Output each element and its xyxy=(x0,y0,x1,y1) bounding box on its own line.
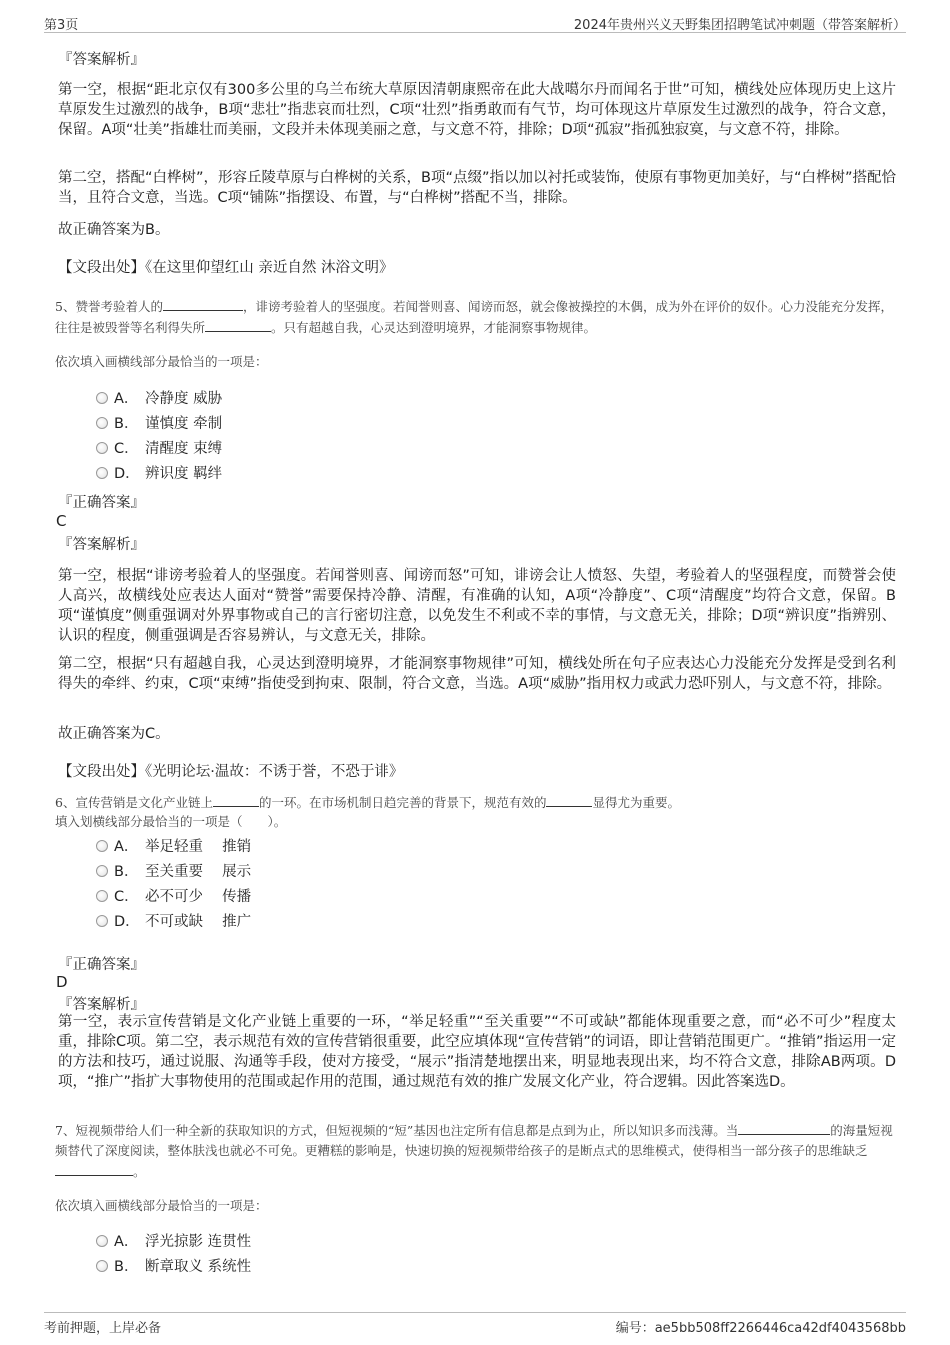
q4-conclusion: 故正确答案为B。 xyxy=(58,222,170,238)
q5-correct-label: 『正确答案』 xyxy=(58,495,145,511)
q6-analysis-p1: 第一空，表示宣传营销是文化产业链上重要的一环，“举足轻重”“至关重要”“不可或缺”都能体现重要之意，而“必不可少”程度太重，排除C项。第二空，表示规范有效的宣传营销很重要，此空应填体现“宣传营销”的词语，即让营销范围更广。“推销”指运用一定的方法和技巧，通过说服、沟通等手段，使对方接受，“展示”指清楚地摆出来，明显地表现出来，均不符合文意，排除AB两项。D项，“推广”指扩大事物使用的范围或起作用的范围，通过规范有效的推广发展文化产业，符合逻辑。因此答案选D。 xyxy=(58,1014,896,1090)
q5-conclusion: 故正确答案为C。 xyxy=(58,726,170,742)
radio-icon[interactable] xyxy=(96,467,108,479)
q4-analysis-p1: 第一空，根据“距北京仅有300多公里的乌兰布统大草原因清朝康熙帝在此大战噶尔丹而闻名于世”可知，横线处应体现历史上这片草原发生过激烈的战争，B项“悲壮”指悲哀而壮烈，C项“壮烈”指勇敢而有气节，均可体现这片草原发生过激烈的战争，符合文意，保留。A项“壮美”指雄壮而美丽，文段并未体现美丽之意，与文意不符，排除；D项“孤寂”指孤独寂寞，与文意不符，排除。 xyxy=(58,82,896,138)
q6-analysis-label: 『答案解析』 xyxy=(58,997,145,1013)
page-header xyxy=(44,10,906,33)
q6-stem: 6、宣传营销是文化产业链上 的一环。在市场机制日趋完善的背景下，规范有效的 显得尤为重要。 xyxy=(55,792,900,813)
q7-stem: 7、短视频带给人们一种全新的获取知识的方式，但短视频的“短”基因也注定所有信息都是点到为止，所以知识多而浅薄。当 的海量短视频替代了深度阅读，整体肤浅也就必不可免。更糟糕的影响是，快速切换的短视频带给孩子的是断点式的思维模式，使得相当一部分孩子的思维缺乏。 xyxy=(55,1120,900,1182)
q6-blank-2 xyxy=(546,792,592,807)
q6-correct-answer: D xyxy=(56,973,68,991)
document-title: 2024年贵州兴义天野集团招聘笔试冲刺题（带答案解析） xyxy=(573,18,906,33)
q5-stem: 5、赞誉考验着人的 ，诽谤考验着人的坚强度。若闻誉则喜、闻谤而怒，就会像被操控的木偶，成为外在评价的奴仆。心力没能充分发挥，往往是被毁誉等名利得失所 。只有超越自我，心灵达到澄明境界，才能洞察事物规律。 xyxy=(55,296,900,338)
footer-note: 考前押题，上岸必备 xyxy=(44,1321,162,1336)
radio-icon[interactable] xyxy=(96,865,108,877)
q7-prompt: 依次填入画横线部分最恰当的一项是： xyxy=(55,1198,268,1213)
q4-analysis-p2: 第二空，搭配“白桦树”，形容丘陵草原与白桦树的关系，B项“点缀”指以加以衬托或装饰，使原有事物更加美好，与“白桦树”搭配恰当，且符合文意，当选。C项“铺陈”指摆设、布置，与“白桦树”搭配不当，排除。 xyxy=(58,170,897,206)
q4-analysis-label: 『答案解析』 xyxy=(58,52,145,68)
q4-source: 【文段出处】《在这里仰望红山 亲近自然 沐浴文明》 xyxy=(58,260,394,276)
q7-blank-2 xyxy=(55,1161,133,1176)
q6-correct-label: 『正确答案』 xyxy=(58,957,145,973)
q6-prompt: 填入划横线部分最恰当的一项是（ ）。 xyxy=(55,814,287,829)
q5-analysis-label: 『答案解析』 xyxy=(58,537,145,553)
radio-icon[interactable] xyxy=(96,915,108,927)
page-footer xyxy=(44,1312,906,1339)
q5-analysis-p1: 第一空，根据“诽谤考验着人的坚强度。若闻誉则喜、闻谤而怒”可知，诽谤会让人愤怒、失望，考验着人的坚强程度，而赞誉会使人高兴，故横线处应表达人面对“赞誉”需要保持冷静、清醒，有准确的认知，A项“冷静度”、C项“清醒度”均符合文意，保留。B项“谨慎度”侧重强调对外界事物或自己的言行密切注意，以免发生不利或不幸的事情，与文意无关，排除；D项“辨识度”指辨别、认识的程度，侧重强调是否容易辨认，与文意无关，排除。 xyxy=(58,568,896,644)
radio-icon[interactable] xyxy=(96,442,108,454)
q5-prompt: 依次填入画横线部分最恰当的一项是： xyxy=(55,354,268,369)
radio-icon[interactable] xyxy=(96,890,108,902)
q5-correct-answer: C xyxy=(56,512,67,530)
radio-icon[interactable] xyxy=(96,392,108,404)
page-number: 第3页 xyxy=(44,18,79,33)
radio-icon[interactable] xyxy=(96,840,108,852)
q5-source: 【文段出处】《光明论坛·温故：不诱于誉，不恐于诽》 xyxy=(58,764,404,780)
radio-icon[interactable] xyxy=(96,1235,108,1247)
radio-icon[interactable] xyxy=(96,417,108,429)
q5-analysis-p2: 第二空，根据“只有超越自我，心灵达到澄明境界，才能洞察事物规律”可知，横线处所在句子应表达心力没能充分发挥是受到名利得失的牵绊、约束，C项“束缚”指使受到拘束、限制，符合文意，当选。A项“威胁”指用权力或武力恐吓别人，与文意不符，排除。 xyxy=(58,656,896,692)
radio-icon[interactable] xyxy=(96,1260,108,1272)
q5-blank-2 xyxy=(205,317,271,332)
q7-blank-1 xyxy=(738,1120,830,1135)
q6-blank-1 xyxy=(213,792,259,807)
q5-blank-1 xyxy=(163,296,243,311)
document-code: 编号：ae5bb508ff2266446ca42df4043568bb xyxy=(615,1321,906,1336)
